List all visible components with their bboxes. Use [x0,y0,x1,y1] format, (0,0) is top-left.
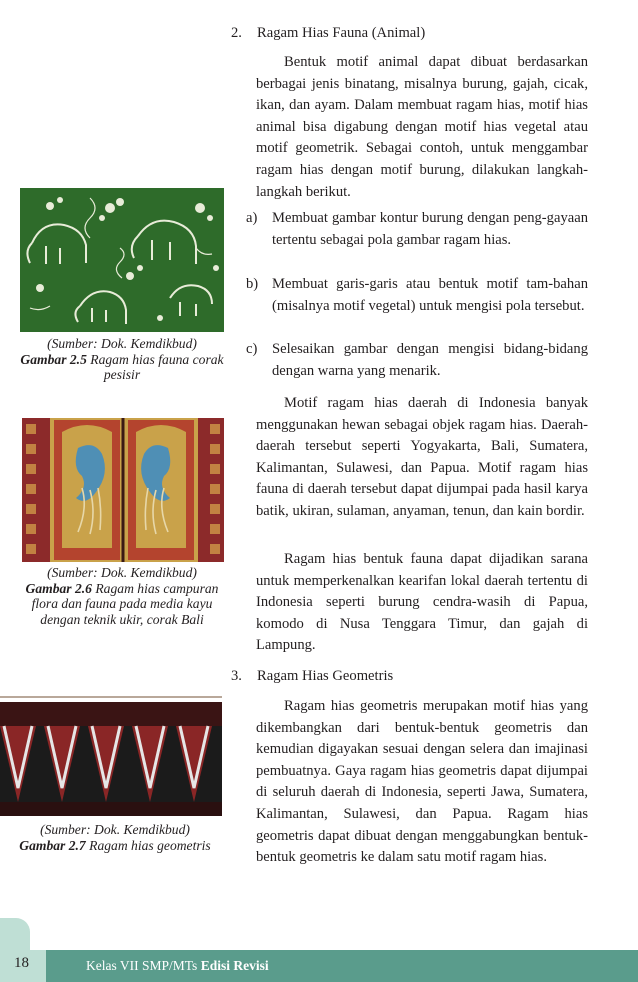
footer-book-class: Kelas VII SMP/MTs [86,958,198,973]
page-number: 18 [14,955,29,971]
figure-2-6-caption [14,565,230,627]
step-c-label: c) [246,341,258,357]
figure-2-5-title: Ragam hias fauna corak pesisir [90,351,224,382]
geometric-zigzag-motif [0,702,222,816]
page-footer [0,950,638,982]
step-a [246,208,588,251]
step-c-text: Selesaikan gambar dengan mengisi bidang-bidang dengan warna yang menarik. [272,341,588,379]
figure-2-6-source: (Sumber: Dok. Kemdikbud) [47,565,197,580]
footer-edition: Edisi Revisi [200,958,269,973]
step-a-text: Membuat gambar kontur burung dengan peng-gayaan tertentu sebagai pola gambar ragam hias. [272,210,588,248]
figure-2-6-image [22,418,224,562]
section-3-number: 3. [231,668,242,684]
step-b [246,274,588,317]
figure-2-7-top-rule [0,696,222,698]
step-b-label: b) [246,276,259,292]
figure-2-7-source: (Sumber: Dok. Kemdikbud) [40,822,190,837]
figure-2-7-label: Gambar 2.7 [19,837,86,853]
section-3-heading [231,666,591,686]
figure-2-5-caption [16,336,228,383]
figure-2-5-image [20,188,224,332]
section-2-title: Ragam Hias Fauna (Animal) [257,25,426,41]
figure-2-7-title: Ragam hias geometris [89,837,211,853]
batik-elephant-motif [20,188,224,332]
bali-carving-motif [22,418,224,562]
section-2-paragraph-2: Motif ragam hias daerah di Indonesia banyak menggunakan hewan sebagai objek ragam hias. Daerah-daerah tersebut seperti Yogyakarta, Bali, Sumatera, Kalimantan, Sulawesi, dan Papua. Motif ragam hias fauna di daerah tersebut dapat dijumpai pada hasil karya batik, ukiran, sulaman, anyaman, tenun, dan kain bordir. [256,395,588,519]
section-2-paragraph-3: Ragam hias bentuk fauna dapat dijadikan sarana untuk memperkenalkan kearifan lokal daerah tertentu di Indonesia seperti burung cendra-wasih di Papua, komodo di Nusa Tenggara Timur, dan gajah di Lampung. [256,551,588,654]
footer-book-title [86,958,269,974]
figure-2-7-caption [8,822,222,853]
page-number-box [0,950,46,982]
step-b-text: Membuat garis-garis atau bentuk motif tam-bahan (misalnya motif vegetal) untuk mengisi pola tersebut. [272,276,588,314]
figure-2-7-image [0,702,222,816]
figure-2-6-label: Gambar 2.6 [25,580,92,596]
section-3-title: Ragam Hias Geometris [257,668,394,684]
section-2-paragraph-1: Bentuk motif animal dapat dibuat berdasarkan berbagai jenis binatang, misalnya burung, gajah, cicak, ikan, dan ayam. Dalam membuat ragam hias, motif hias animal bisa digabung dengan motif hias vegetal atau motif geometrik. Sebagai contoh, untuk menggambar ragam hias dengan motif burung, dilakukan langkah-langkah berikut. [256,54,588,200]
figure-2-5-source: (Sumber: Dok. Kemdikbud) [47,336,197,351]
figure-2-6-title: Ragam hias campuran flora dan fauna pada media kayu dengan teknik ukir, corak Bali [31,580,219,627]
section-3-paragraph-1: Ragam hias geometris merupakan motif hias yang dikembangkan dari bentuk-bentuk geometris dan kemudian digayakan sesuai dengan selera dan imajinasi pembuatnya. Gaya ragam hias geometris dapat dijumpai di seluruh daerah di Indonesia, seperti Jawa, Sumatera, Kalimantan, Sulawesi, dan Papua. Ragam hias geometris dapat dibuat dengan menggabungkan bentuk-bentuk geometris ke dalam satu motif ragam hias. [256,698,588,866]
section-2-number: 2. [231,25,242,41]
section-2-heading [231,23,591,43]
step-c [246,339,588,382]
figure-2-5-label: Gambar 2.5 [20,351,87,367]
step-a-label: a) [246,210,258,226]
